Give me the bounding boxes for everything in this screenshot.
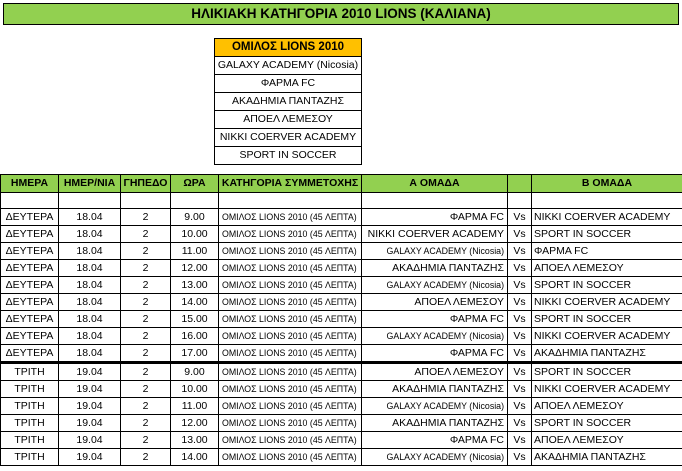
cell-pitch: 2 — [121, 294, 171, 311]
cell-day: ΔΕΥΤΕΡΑ — [1, 294, 59, 311]
cell-team-b: NIKKI COERVER ACADEMY — [532, 381, 682, 398]
cell-team-b: SPORT IN SOCCER — [532, 226, 682, 243]
cell-day: ΔΕΥΤΕΡΑ — [1, 226, 59, 243]
table-row — [1, 226, 682, 243]
cell-vs: Vs — [508, 260, 532, 277]
header-time: ΩΡΑ — [171, 175, 219, 193]
cell-pitch: 2 — [121, 398, 171, 415]
cell-time: 9.00 — [171, 363, 219, 381]
cell-date: 19.04 — [59, 363, 121, 381]
cell-day: ΤΡΙΤΗ — [1, 432, 59, 449]
header-category: ΚΑΤΗΓΟΡΙΑ ΣΥΜΜΕΤΟΧΗΣ — [219, 175, 362, 193]
cell-pitch: 2 — [121, 243, 171, 260]
cell-team-a: GALAXY ACADEMY (Nicosia) — [362, 449, 508, 466]
page-title: ΗΛΙΚΙΑΚΗ ΚΑΤΗΓΟΡΙΑ 2010 LIONS (ΚΑΛΙΑΝΑ) — [3, 3, 679, 25]
cell-date: 18.04 — [59, 328, 121, 345]
cell-pitch: 2 — [121, 226, 171, 243]
cell-time: 12.00 — [171, 415, 219, 432]
table-row — [1, 328, 682, 345]
cell-team-a: NIKKI COERVER ACADEMY — [362, 226, 508, 243]
cell-pitch: 2 — [121, 363, 171, 381]
cell-date: 18.04 — [59, 345, 121, 363]
group-list — [214, 38, 362, 165]
cell-time: 16.00 — [171, 328, 219, 345]
blank-row — [1, 193, 682, 209]
cell-day: ΤΡΙΤΗ — [1, 381, 59, 398]
table-row — [1, 363, 682, 381]
cell-pitch: 2 — [121, 345, 171, 363]
cell-vs: Vs — [508, 415, 532, 432]
cell-team-b: SPORT IN SOCCER — [532, 415, 682, 432]
cell-pitch: 2 — [121, 260, 171, 277]
group-team: ΑΚΑΔΗΜΙΑ ΠΑΝΤΑΖΗΣ — [215, 93, 361, 111]
cell-team-a: ΦΑΡΜΑ FC — [362, 209, 508, 226]
cell-date: 18.04 — [59, 311, 121, 328]
cell-day: ΔΕΥΤΕΡΑ — [1, 311, 59, 328]
group-team: GALAXY ACADEMY (Nicosia) — [215, 57, 361, 75]
table-row — [1, 260, 682, 277]
cell-team-b: ΑΠΟΕΛ ΛΕΜΕΣΟΥ — [532, 432, 682, 449]
table-row — [1, 311, 682, 328]
cell-time: 13.00 — [171, 432, 219, 449]
cell-team-b: ΑΠΟΕΛ ΛΕΜΕΣΟΥ — [532, 398, 682, 415]
cell-team-a: ΦΑΡΜΑ FC — [362, 311, 508, 328]
cell-date: 19.04 — [59, 398, 121, 415]
cell-team-b: NIKKI COERVER ACADEMY — [532, 328, 682, 345]
cell-team-b: NIKKI COERVER ACADEMY — [532, 209, 682, 226]
cell-team-b: SPORT IN SOCCER — [532, 311, 682, 328]
cell-time: 14.00 — [171, 449, 219, 466]
cell-time: 12.00 — [171, 260, 219, 277]
cell-category: ΟΜΙΛΟΣ LIONS 2010 (45 ΛΕΠΤΑ) — [219, 415, 362, 432]
table-row — [1, 209, 682, 226]
cell-time: 13.00 — [171, 277, 219, 294]
cell-vs: Vs — [508, 311, 532, 328]
header-pitch: ΓΗΠΕΔΟ — [121, 175, 171, 193]
cell-date: 18.04 — [59, 226, 121, 243]
cell-team-a: ΑΚΑΔΗΜΙΑ ΠΑΝΤΑΖΗΣ — [362, 260, 508, 277]
cell-time: 14.00 — [171, 294, 219, 311]
table-row — [1, 277, 682, 294]
cell-category: ΟΜΙΛΟΣ LIONS 2010 (45 ΛΕΠΤΑ) — [219, 381, 362, 398]
cell-vs: Vs — [508, 209, 532, 226]
cell-day: ΤΡΙΤΗ — [1, 398, 59, 415]
table-row — [1, 243, 682, 260]
cell-day: ΤΡΙΤΗ — [1, 363, 59, 381]
cell-category: ΟΜΙΛΟΣ LIONS 2010 (45 ΛΕΠΤΑ) — [219, 294, 362, 311]
cell-team-a: ΑΚΑΔΗΜΙΑ ΠΑΝΤΑΖΗΣ — [362, 415, 508, 432]
cell-pitch: 2 — [121, 415, 171, 432]
cell-category: ΟΜΙΛΟΣ LIONS 2010 (45 ΛΕΠΤΑ) — [219, 432, 362, 449]
cell-day: ΔΕΥΤΕΡΑ — [1, 277, 59, 294]
cell-time: 17.00 — [171, 345, 219, 363]
header-row — [1, 175, 682, 193]
cell-team-a: ΑΠΟΕΛ ΛΕΜΕΣΟΥ — [362, 363, 508, 381]
cell-time: 11.00 — [171, 398, 219, 415]
table-row — [1, 432, 682, 449]
cell-team-a: GALAXY ACADEMY (Nicosia) — [362, 243, 508, 260]
cell-vs: Vs — [508, 363, 532, 381]
header-vs — [508, 175, 532, 193]
cell-team-a: GALAXY ACADEMY (Nicosia) — [362, 328, 508, 345]
cell-vs: Vs — [508, 345, 532, 363]
cell-vs: Vs — [508, 277, 532, 294]
cell-team-b: NIKKI COERVER ACADEMY — [532, 294, 682, 311]
cell-category: ΟΜΙΛΟΣ LIONS 2010 (45 ΛΕΠΤΑ) — [219, 363, 362, 381]
table-row — [1, 381, 682, 398]
cell-team-a: GALAXY ACADEMY (Nicosia) — [362, 398, 508, 415]
cell-team-a: GALAXY ACADEMY (Nicosia) — [362, 277, 508, 294]
header-day: ΗΜΕΡΑ — [1, 175, 59, 193]
cell-vs: Vs — [508, 328, 532, 345]
cell-date: 18.04 — [59, 294, 121, 311]
cell-pitch: 2 — [121, 449, 171, 466]
cell-team-a: ΑΠΟΕΛ ΛΕΜΕΣΟΥ — [362, 294, 508, 311]
cell-team-b: SPORT IN SOCCER — [532, 363, 682, 381]
cell-date: 18.04 — [59, 277, 121, 294]
header-team-b: Β ΟΜΑΔΑ — [532, 175, 682, 193]
cell-date: 19.04 — [59, 415, 121, 432]
cell-vs: Vs — [508, 226, 532, 243]
cell-date: 18.04 — [59, 243, 121, 260]
cell-day: ΤΡΙΤΗ — [1, 415, 59, 432]
table-row — [1, 398, 682, 415]
cell-vs: Vs — [508, 432, 532, 449]
cell-date: 18.04 — [59, 209, 121, 226]
cell-date: 19.04 — [59, 432, 121, 449]
cell-category: ΟΜΙΛΟΣ LIONS 2010 (45 ΛΕΠΤΑ) — [219, 311, 362, 328]
cell-time: 10.00 — [171, 226, 219, 243]
cell-category: ΟΜΙΛΟΣ LIONS 2010 (45 ΛΕΠΤΑ) — [219, 226, 362, 243]
cell-team-b: SPORT IN SOCCER — [532, 277, 682, 294]
cell-vs: Vs — [508, 449, 532, 466]
cell-category: ΟΜΙΛΟΣ LIONS 2010 (45 ΛΕΠΤΑ) — [219, 449, 362, 466]
group-team: NIKKI COERVER ACADEMY — [215, 129, 361, 147]
cell-category: ΟΜΙΛΟΣ LIONS 2010 (45 ΛΕΠΤΑ) — [219, 277, 362, 294]
cell-pitch: 2 — [121, 328, 171, 345]
table-row — [1, 449, 682, 466]
cell-pitch: 2 — [121, 277, 171, 294]
cell-pitch: 2 — [121, 381, 171, 398]
cell-time: 9.00 — [171, 209, 219, 226]
cell-team-a: ΑΚΑΔΗΜΙΑ ΠΑΝΤΑΖΗΣ — [362, 381, 508, 398]
cell-date: 19.04 — [59, 449, 121, 466]
cell-vs: Vs — [508, 243, 532, 260]
header-date: ΗΜΕΡ/ΝΙΑ — [59, 175, 121, 193]
table-row — [1, 294, 682, 311]
cell-vs: Vs — [508, 381, 532, 398]
header-team-a: Α ΟΜΑΔΑ — [362, 175, 508, 193]
cell-category: ΟΜΙΛΟΣ LIONS 2010 (45 ΛΕΠΤΑ) — [219, 260, 362, 277]
cell-team-b: ΑΚΑΔΗΜΙΑ ΠΑΝΤΑΖΗΣ — [532, 345, 682, 363]
cell-category: ΟΜΙΛΟΣ LIONS 2010 (45 ΛΕΠΤΑ) — [219, 209, 362, 226]
cell-pitch: 2 — [121, 209, 171, 226]
cell-time: 10.00 — [171, 381, 219, 398]
cell-day: ΔΕΥΤΕΡΑ — [1, 345, 59, 363]
cell-day: ΔΕΥΤΕΡΑ — [1, 243, 59, 260]
cell-team-b: ΑΚΑΔΗΜΙΑ ΠΑΝΤΑΖΗΣ — [532, 449, 682, 466]
cell-time: 11.00 — [171, 243, 219, 260]
cell-category: ΟΜΙΛΟΣ LIONS 2010 (45 ΛΕΠΤΑ) — [219, 345, 362, 363]
cell-team-a: ΦΑΡΜΑ FC — [362, 432, 508, 449]
cell-date: 19.04 — [59, 381, 121, 398]
cell-category: ΟΜΙΛΟΣ LIONS 2010 (45 ΛΕΠΤΑ) — [219, 398, 362, 415]
table-row — [1, 415, 682, 432]
cell-team-b: ΦΑΡΜΑ FC — [532, 243, 682, 260]
cell-day: ΔΕΥΤΕΡΑ — [1, 328, 59, 345]
cell-day: ΔΕΥΤΕΡΑ — [1, 260, 59, 277]
cell-time: 15.00 — [171, 311, 219, 328]
table-row — [1, 345, 682, 363]
cell-category: ΟΜΙΛΟΣ LIONS 2010 (45 ΛΕΠΤΑ) — [219, 243, 362, 260]
cell-team-b: ΑΠΟΕΛ ΛΕΜΕΣΟΥ — [532, 260, 682, 277]
cell-vs: Vs — [508, 294, 532, 311]
cell-day: ΔΕΥΤΕΡΑ — [1, 209, 59, 226]
group-header: ΟΜΙΛΟΣ LIONS 2010 — [215, 39, 361, 57]
cell-date: 18.04 — [59, 260, 121, 277]
cell-day: ΤΡΙΤΗ — [1, 449, 59, 466]
cell-team-a: ΦΑΡΜΑ FC — [362, 345, 508, 363]
cell-pitch: 2 — [121, 432, 171, 449]
cell-pitch: 2 — [121, 311, 171, 328]
group-team: ΑΠΟΕΛ ΛΕΜΕΣΟΥ — [215, 111, 361, 129]
cell-vs: Vs — [508, 398, 532, 415]
group-team: ΦΑΡΜΑ FC — [215, 75, 361, 93]
cell-category: ΟΜΙΛΟΣ LIONS 2010 (45 ΛΕΠΤΑ) — [219, 328, 362, 345]
schedule-table — [0, 174, 682, 466]
group-team: SPORT IN SOCCER — [239, 149, 337, 161]
